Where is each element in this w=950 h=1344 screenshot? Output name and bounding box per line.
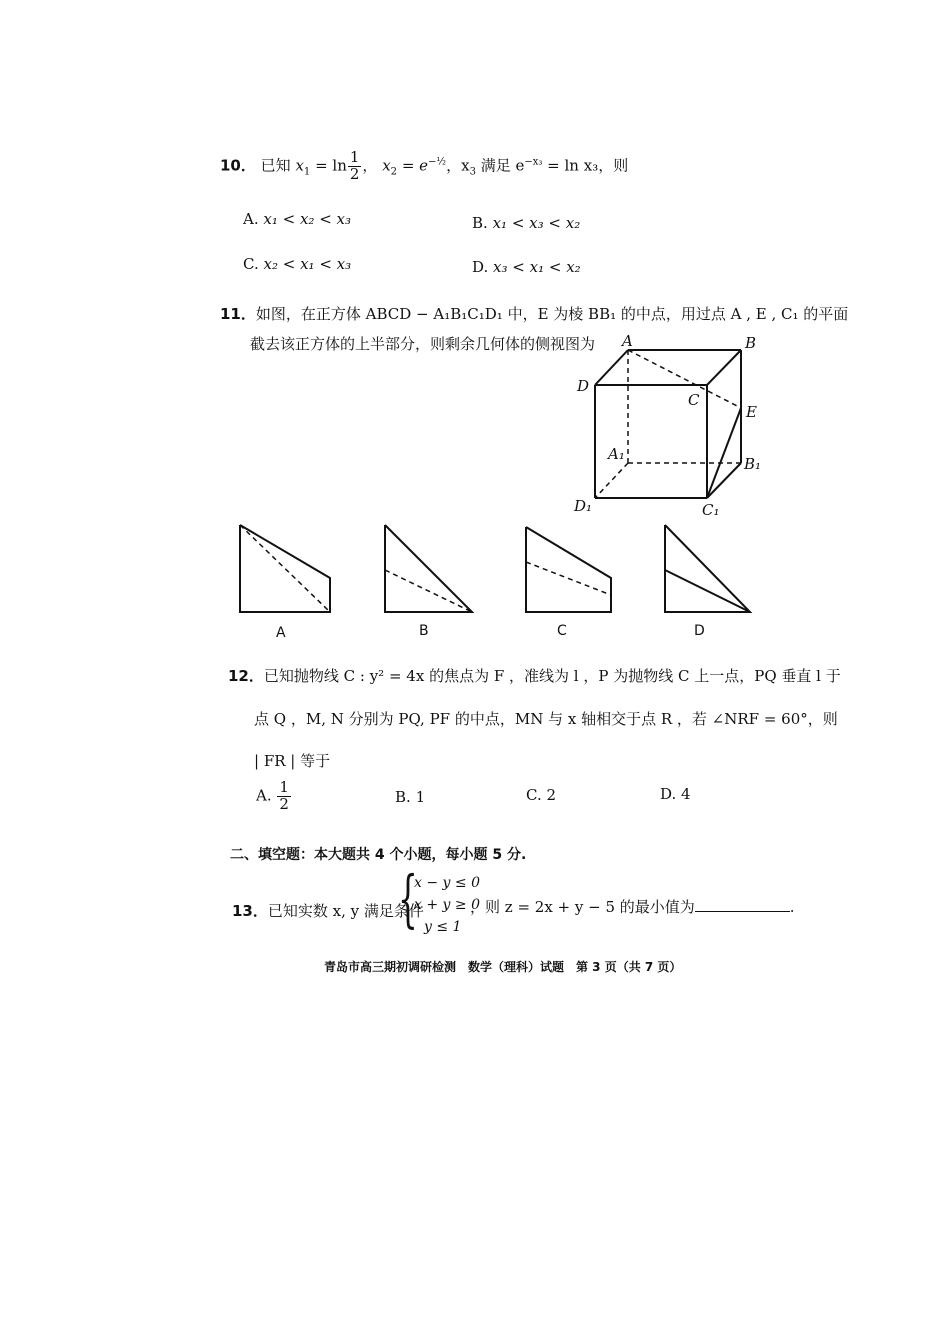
q10-cond-exp: −x₃ (524, 156, 543, 168)
condition-2: x + y ≥ 0 (414, 897, 480, 913)
q13-number: 13． (232, 902, 268, 920)
q10-frac-num: 1 (349, 148, 360, 166)
q10-condition: 满足 e (475, 156, 525, 175)
option-value: x₂ < x₁ < x₃ (263, 255, 352, 273)
q11-line1 (220, 303, 848, 324)
q12-text-1: 已知抛物线 C : y² = 4x 的焦点为 F ，准线为 l ，P 为抛物线 C 上一点，PQ 垂直 l 于 (263, 667, 841, 685)
q11-choice-b[interactable]: B (419, 623, 429, 639)
option-value: 2 (546, 786, 557, 804)
cube-label-a1: A₁ (608, 445, 625, 463)
cube-label-e: E (746, 403, 757, 421)
q13-brace: { (398, 862, 418, 935)
q10-ln: = ln (310, 156, 347, 175)
q12-option-a[interactable] (256, 780, 292, 813)
q10-e-exp: −½ (428, 156, 447, 168)
q10-option-a[interactable] (243, 210, 351, 228)
q13-answer-blank[interactable] (695, 911, 790, 912)
q10-comma: ， (362, 156, 378, 175)
q11-choice-c[interactable]: C (557, 623, 567, 639)
option-fraction (277, 780, 291, 813)
q10-stem (220, 150, 628, 183)
q10-cond-rhs: = ln x₃，则 (542, 156, 629, 175)
q10-fraction (348, 150, 362, 183)
q10-frac-den: 2 (349, 164, 360, 183)
option-value: 1 (415, 788, 426, 806)
option-label: B. (472, 214, 488, 232)
q12-line2 (254, 708, 838, 729)
option-label: D. (660, 785, 677, 803)
frac-num: 1 (279, 778, 289, 796)
cube-label-a: A (622, 332, 633, 350)
option-value: x₁ < x₃ < x₂ (492, 214, 581, 232)
option-label: D. (472, 258, 489, 276)
condition-3: y ≤ 1 (424, 919, 462, 935)
q12-option-d[interactable] (660, 785, 691, 803)
q12-number: 12． (228, 667, 264, 685)
cube-label-b1: B₁ (744, 455, 762, 473)
q10-x2-sub: 2 (390, 166, 398, 178)
option-label: B. (395, 788, 411, 806)
q10-x1-sub: 1 (303, 166, 311, 178)
option-label: A. (243, 210, 259, 228)
q10-option-d[interactable] (472, 258, 581, 276)
q13-end: . (789, 898, 795, 916)
q11-number: 11． (220, 305, 256, 323)
q10-number: 10． (220, 156, 256, 175)
q13-text-2: ，则 z = 2x + y − 5 的最小值为 (470, 898, 695, 916)
q12-line3 (254, 750, 330, 771)
q12-option-b[interactable] (395, 788, 425, 806)
q10-x2: x (382, 156, 391, 175)
option-label: A. (256, 786, 272, 805)
page-footer: 青岛市高三期初调研检测 数学（理科）试题 第 3 页（共 7 页） (324, 960, 682, 974)
q10-option-b[interactable] (472, 214, 580, 232)
q10-e: = e (397, 156, 429, 175)
condition-1: x − y ≤ 0 (414, 875, 480, 891)
q11-text-1: 如图，在正方体 ABCD − A₁B₁C₁D₁ 中，E 为棱 BB₁ 的中点，用过点 A , E , C₁ 的平面 (255, 305, 849, 323)
q10-text: 已知 (260, 156, 291, 175)
q10-x3-sub: 3 (469, 166, 476, 178)
q13-prefix (232, 900, 424, 921)
option-value: 4 (681, 785, 691, 803)
cube-label-b: B (745, 334, 757, 352)
cube-diagram (570, 328, 770, 523)
option-value: x₃ < x₁ < x₂ (493, 258, 581, 276)
q11-choice-d[interactable]: D (694, 623, 705, 639)
q13-text: 已知实数 x, y 满足条件 (267, 902, 424, 920)
q11-line2 (250, 333, 595, 354)
section-heading: 二、填空题：本大题共 4 个小题，每小题 5 分. (230, 847, 527, 863)
cube-label-d: D (577, 377, 590, 395)
frac-den: 2 (279, 794, 289, 813)
q11-choice-figures (230, 518, 770, 618)
q11-text-2: 截去该正方体的上半部分，则剩余几何体的侧视图为 (250, 335, 596, 353)
q12-text-2: 点 Q ，M, N 分别为 PQ, PF 的中点，MN 与 x 轴相交于点 R ，若 ∠NRF = 60°，则 (254, 710, 838, 728)
option-value: x₁ < x₂ < x₃ (263, 210, 352, 228)
q13-suffix (470, 896, 795, 917)
cube-label-c: C (688, 391, 700, 409)
option-label: C. (526, 786, 542, 804)
q12-text-3: | FR | 等于 (254, 752, 331, 770)
q12-option-c[interactable] (526, 786, 556, 804)
option-label: C. (243, 255, 259, 273)
q10-x1: x (295, 156, 304, 175)
q12-line1 (228, 665, 841, 686)
q11-choice-a[interactable]: A (276, 625, 286, 641)
q10-x3: ，x (446, 156, 470, 175)
q10-option-c[interactable] (243, 255, 351, 273)
cube-label-c1: C₁ (702, 501, 720, 519)
cube-label-d1: D₁ (574, 497, 593, 515)
